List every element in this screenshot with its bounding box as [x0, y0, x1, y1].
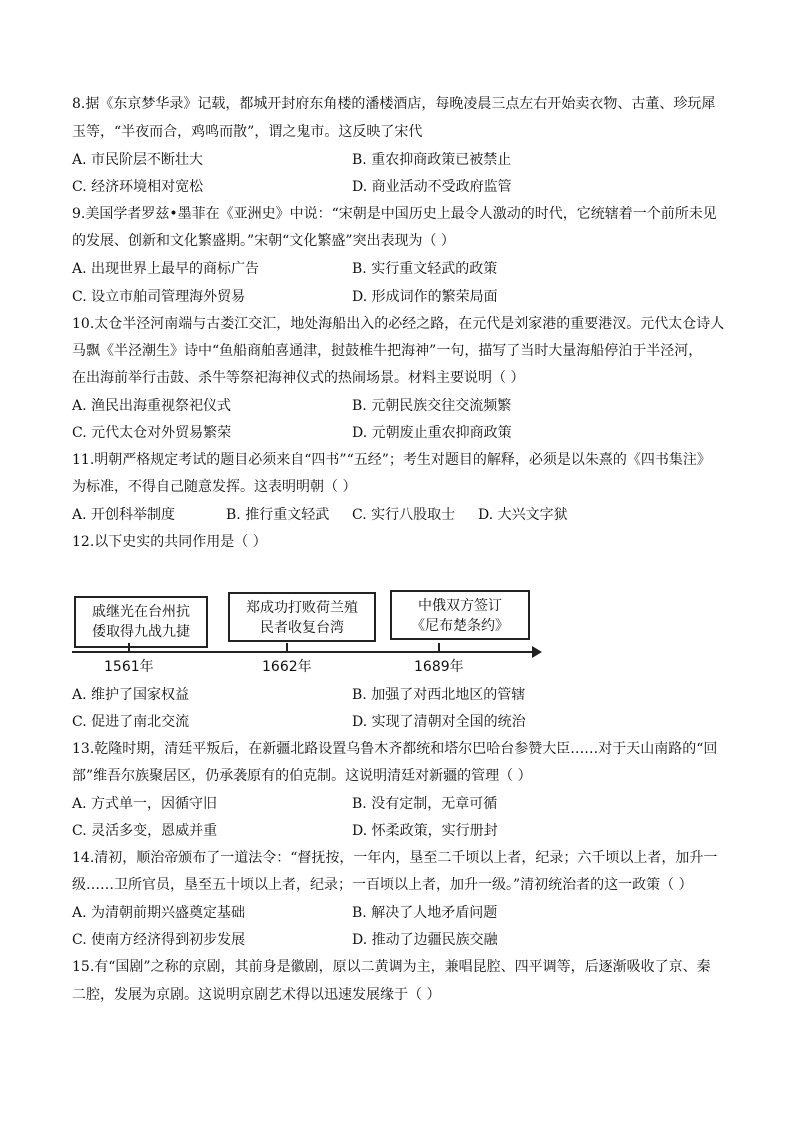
- q10-option-b: B. 元朝民族交往交流频繁: [352, 398, 512, 414]
- timeline-axis: [72, 651, 534, 653]
- q12-stem-line1: 12.以下史实的共同作用是（ ）: [72, 534, 267, 550]
- q14-option-b: B. 解决了人地矛盾问题: [352, 905, 498, 921]
- event-box-1689: [390, 590, 530, 640]
- q8-option-a: A. 市民阶层不断壮大: [72, 152, 204, 168]
- year-label-1662: 1662年: [262, 659, 312, 675]
- q11-option-a: A. 开创科举制度: [72, 507, 176, 523]
- q8-stem-line1: 8.据《东京梦华录》记载，都城开封府东角楼的潘楼酒店，每晚凌晨三点左右开始卖衣物、古董、珍玩犀: [72, 96, 716, 112]
- event-box-1662-line2: 民者收复台湾: [260, 620, 344, 636]
- q14-stem-line2: 级……卫所官员，垦至五十顷以上者，纪录；一百顷以上者，加升一级。”清初统治者的这一政策（ ）: [72, 877, 693, 893]
- q10-stem-line3: 在出海前举行击鼓、杀牛等祭祀海神仪式的热闹场景。材料主要说明（ ）: [72, 370, 525, 386]
- q9-option-d: D. 形成词作的繁荣局面: [352, 289, 498, 305]
- event-box-1561-line1: 戚继光在台州抗: [92, 604, 190, 620]
- event-box-1689-line2: 《尼布楚条约》: [411, 618, 509, 634]
- event-box-1662: [228, 592, 376, 642]
- q13-option-b: B. 没有定制，无章可循: [352, 796, 498, 812]
- q12-option-a: A. 维护了国家权益: [72, 687, 190, 703]
- q9-option-c: C. 设立市舶司管理海外贸易: [72, 289, 246, 305]
- timeline-figure: [72, 588, 542, 678]
- q8-option-d: D. 商业活动不受政府监管: [352, 179, 512, 195]
- q14-stem-line1: 14.清初，顺治帝颁布了一道法令：“督抚按，一年内，垦至二千顷以上者，纪录；六千顷以上者，加升一: [72, 850, 718, 866]
- event-box-1662-line1: 郑成功打败荷兰殖: [246, 600, 358, 616]
- q10-option-d: D. 元朝废止重农抑商政策: [352, 425, 512, 441]
- q12-option-b: B. 加强了对西北地区的管辖: [352, 687, 526, 703]
- q10-option-a: A. 渔民出海重视祭祀仪式: [72, 398, 232, 414]
- year-label-1561: 1561年: [104, 659, 154, 675]
- q14-option-d: D. 推动了边疆民族交融: [352, 932, 498, 948]
- q12-option-c: C. 促进了南北交流: [72, 714, 190, 730]
- event-box-1561-line2: 倭取得九战九捷: [92, 624, 190, 640]
- q13-stem-line2: 部”维吾尔族聚居区，仍承袭原有的伯克制。这说明清廷对新疆的管理（ ）: [72, 768, 532, 784]
- q11-stem-line1: 11.明朝严格规定考试的题目必须来自“四书”“五经”；考生对题目的解释，必须是以朱熹的《四书集注》: [72, 452, 711, 468]
- q13-stem-line1: 13.乾隆时期，清廷平叛后，在新疆北路设置乌鲁木齐都统和塔尔巴哈台参赞大臣……对于天山南路的“回: [72, 741, 718, 757]
- q13-option-c: C. 灵活多变，恩威并重: [72, 823, 218, 839]
- q15-stem-line1: 15.有“国剧”之称的京剧，其前身是徽剧，原以二黄调为主，兼唱昆腔、四平调等，后逐渐吸收了京、秦: [72, 959, 711, 975]
- timeline-arrow-icon: [532, 646, 542, 658]
- year-label-1689: 1689年: [414, 659, 464, 675]
- q9-option-a: A. 出现世界上最早的商标广告: [72, 261, 260, 277]
- timeline-tick: [438, 643, 440, 652]
- q11-option-c: C. 实行八股取士: [352, 507, 456, 523]
- q14-option-c: C. 使南方经济得到初步发展: [72, 932, 246, 948]
- event-box-1689-line1: 中俄双方签订: [418, 598, 502, 614]
- q13-option-d: D. 怀柔政策，实行册封: [352, 823, 498, 839]
- q8-stem-line2: 玉等，“半夜而合，鸡鸣而散”，谓之鬼市。这反映了宋代: [72, 124, 423, 140]
- q14-option-a: A. 为清朝前期兴盛奠定基础: [72, 905, 246, 921]
- q11-option-d: D. 大兴文字狱: [478, 507, 568, 523]
- event-box-1561: [74, 596, 208, 648]
- q8-option-b: B. 重农抑商政策已被禁止: [352, 152, 512, 168]
- timeline-tick: [128, 643, 130, 652]
- q10-stem-line1: 10.太仓半泾河南端与古娄江交汇，地处海船出入的必经之路，在元代是刘家港的重要港汊。元代太仓诗人: [72, 316, 725, 332]
- timeline-tick: [286, 643, 288, 652]
- q15-stem-line2: 二腔，发展为京剧。这说明京剧艺术得以迅速发展缘于（ ）: [72, 987, 441, 1003]
- q9-stem-line1: 9.美国学者罗兹•墨菲在《亚洲史》中说：“宋朝是中国历史上最令人激动的时代，它统辖着一个前所未见: [72, 206, 717, 222]
- q10-stem-line2: 马飘《半泾潮生》诗中“鱼船商舶喜通津，挝鼓椎牛把海神”一句，描写了当时大量海船停泊于半泾河，: [72, 343, 703, 359]
- q10-option-c: C. 元代太仓对外贸易繁荣: [72, 425, 232, 441]
- q13-option-a: A. 方式单一，因循守旧: [72, 796, 218, 812]
- q11-stem-line2: 为标准，不得自己随意发挥。这表明明朝（ ）: [72, 479, 357, 495]
- q12-option-d: D. 实现了清朝对全国的统治: [352, 714, 526, 730]
- q8-option-c: C. 经济环境相对宽松: [72, 179, 204, 195]
- q9-stem-line2: 的发展、创新和文化繁盛期。”宋朝“文化繁盛”突出表现为（ ）: [72, 233, 455, 249]
- q9-option-b: B. 实行重文轻武的政策: [352, 261, 498, 277]
- q11-option-b: B. 推行重文轻武: [226, 507, 330, 523]
